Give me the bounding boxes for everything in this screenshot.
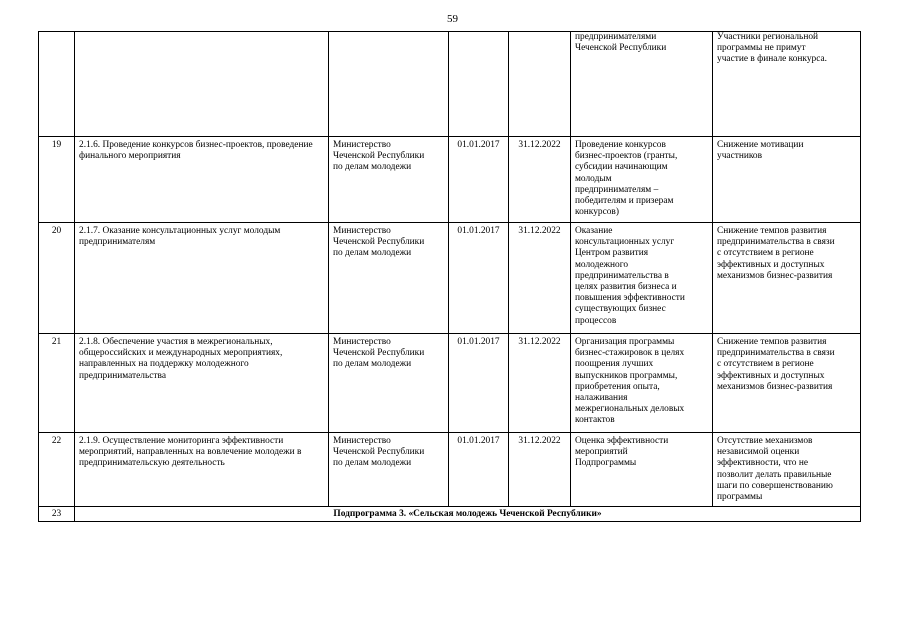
row-number-cell: 21 — [39, 334, 75, 433]
table-row — [39, 223, 861, 334]
risk-cell: Участники региональной программы не примут участие в финале конкурса. — [713, 32, 861, 137]
end-date-cell: 31.12.2022 — [509, 223, 571, 334]
executor-cell: Министерство Чеченской Республики по делам молодежи — [329, 223, 449, 334]
page-number: 59 — [447, 13, 458, 25]
executor-cell — [329, 32, 449, 137]
start-date-cell: 01.01.2017 — [449, 334, 509, 433]
executor-cell: Министерство Чеченской Республики по делам молодежи — [329, 137, 449, 223]
result-cell: Оценка эффективности мероприятий Подпрограммы — [571, 433, 713, 507]
end-date-cell: 31.12.2022 — [509, 137, 571, 223]
table-row — [39, 334, 861, 433]
subprogram-row — [39, 507, 861, 522]
start-date-cell: 01.01.2017 — [449, 433, 509, 507]
risk-cell: Отсутствие механизмов независимой оценки эффективности, что не позволит делать правильные шаги по совершенствованию программы — [713, 433, 861, 507]
risk-cell: Снижение темпов развития предпринимательства в связи с отсутствием в регионе эффективных и доступных механизмов бизнес-развития — [713, 334, 861, 433]
result-cell: Оказание консультационных услуг Центром развития молодежного предпринимательства в целях развития бизнеса и повышения эффективности существующих бизнес процессов — [571, 223, 713, 334]
row-number-cell — [39, 32, 75, 137]
event-cell — [75, 32, 329, 137]
table-row — [39, 433, 861, 507]
event-cell: 2.1.7. Оказание консультационных услуг молодым предпринимателям — [75, 223, 329, 334]
row-number-cell: 19 — [39, 137, 75, 223]
subprogram-title: Подпрограмма 3. «Сельская молодежь Чеченской Республики» — [75, 507, 861, 522]
executor-cell: Министерство Чеченской Республики по делам молодежи — [329, 334, 449, 433]
event-cell: 2.1.9. Осуществление мониторинга эффективности мероприятий, направленных на вовлечение молодежи в предпринимательскую деятельность — [75, 433, 329, 507]
row-number-cell: 22 — [39, 433, 75, 507]
result-cell: предпринимателями Чеченской Республики — [571, 32, 713, 137]
row-number-cell: 20 — [39, 223, 75, 334]
table-row — [39, 32, 861, 137]
table-row — [39, 137, 861, 223]
start-date-cell: 01.01.2017 — [449, 137, 509, 223]
event-cell: 2.1.6. Проведение конкурсов бизнес-проектов, проведение финального мероприятия — [75, 137, 329, 223]
program-activities-table — [38, 31, 861, 522]
result-cell: Организация программы бизнес-стажировок в целях поощрения лучших выпускников программы, приобретения опыта, налаживания межрегиональных деловых контактов — [571, 334, 713, 433]
end-date-cell: 31.12.2022 — [509, 433, 571, 507]
event-cell: 2.1.8. Обеспечение участия в межрегиональных, общероссийских и международных мероприятиях, направленных на поддержку молодежного предпринимательства — [75, 334, 329, 433]
start-date-cell — [449, 32, 509, 137]
executor-cell: Министерство Чеченской Республики по делам молодежи — [329, 433, 449, 507]
end-date-cell — [509, 32, 571, 137]
risk-cell: Снижение мотивации участников — [713, 137, 861, 223]
risk-cell: Снижение темпов развития предпринимательства в связи с отсутствием в регионе эффективных и доступных механизмов бизнес-развития — [713, 223, 861, 334]
result-cell: Проведение конкурсов бизнес-проектов (гранты, субсидии начинающим молодым предпринимателям – победителям и призерам конкурсов) — [571, 137, 713, 223]
row-number-cell: 23 — [39, 507, 75, 522]
start-date-cell: 01.01.2017 — [449, 223, 509, 334]
end-date-cell: 31.12.2022 — [509, 334, 571, 433]
